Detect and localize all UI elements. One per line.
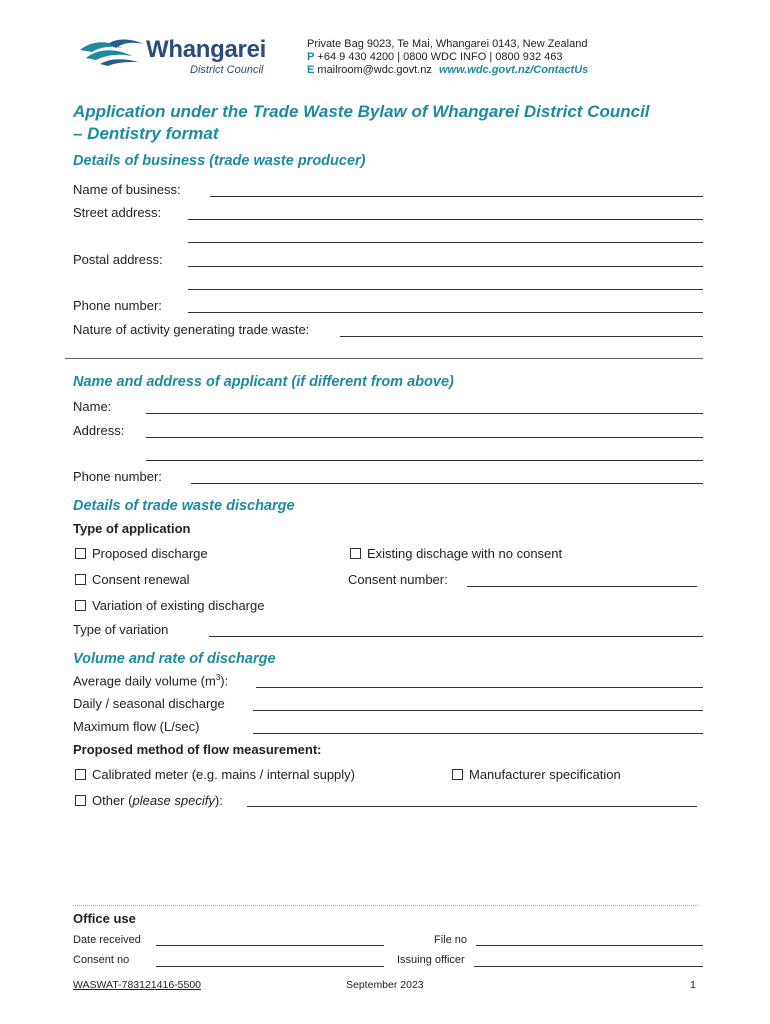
section-divider <box>65 358 703 359</box>
footer-date: September 2023 <box>346 979 424 991</box>
page-number: 1 <box>690 979 696 991</box>
consent-no-field[interactable] <box>156 966 384 967</box>
applicant-address-field-2[interactable] <box>146 460 703 461</box>
avg-label-end: ): <box>220 673 229 689</box>
consent-renewal-option[interactable] <box>75 572 190 587</box>
proposed-discharge-option[interactable] <box>75 546 208 561</box>
contact-website[interactable]: www.wdc.govt.nz/ContactUs <box>438 64 589 76</box>
business-phone-field[interactable] <box>188 312 703 313</box>
avg-daily-volume-label <box>73 673 228 688</box>
volume-heading: Volume and rate of discharge <box>73 651 276 667</box>
discharge-heading: Details of trade waste discharge <box>73 498 295 514</box>
existing-discharge-label: Existing dischage with no consent <box>367 546 563 561</box>
manufacturer-spec-option[interactable] <box>452 767 621 782</box>
logo-subtitle: District Council <box>190 64 264 76</box>
variation-option[interactable] <box>75 598 264 613</box>
date-received-field[interactable] <box>156 945 384 946</box>
checkbox[interactable] <box>75 548 86 559</box>
email-prefix: E <box>307 64 315 76</box>
variation-label: Variation of existing discharge <box>92 598 265 613</box>
avg-daily-volume-field[interactable] <box>256 687 703 688</box>
calibrated-meter-option[interactable] <box>75 767 355 782</box>
form-code[interactable]: WASWAT-783121416-5500 <box>73 979 202 991</box>
postal-address-label: Postal address: <box>73 252 163 267</box>
street-address-field[interactable] <box>188 219 703 220</box>
contact-phone-row <box>307 51 563 63</box>
other-label-em: please specify <box>132 793 215 808</box>
wave-logo-icon <box>78 36 150 70</box>
applicant-address-field[interactable] <box>146 437 703 438</box>
method-heading: Proposed method of flow measurement: <box>73 742 322 757</box>
checkbox[interactable] <box>452 769 463 780</box>
max-flow-field[interactable] <box>253 733 703 734</box>
applicant-address-label: Address: <box>73 423 125 438</box>
daily-seasonal-label: Daily / seasonal discharge <box>73 696 225 711</box>
existing-discharge-option[interactable] <box>350 546 562 561</box>
nature-activity-field[interactable] <box>340 336 703 337</box>
type-application-heading: Type of application <box>73 521 191 536</box>
other-specify-field[interactable] <box>247 806 697 807</box>
contact-email[interactable]: mailroom@wdc.govt.nz <box>317 64 432 76</box>
applicant-name-field[interactable] <box>146 413 703 414</box>
title-line-1: Application under the Trade Waste Bylaw of Whangarei District Council <box>73 102 650 121</box>
office-divider <box>73 905 698 906</box>
page-title <box>73 101 650 145</box>
checkbox[interactable] <box>350 548 361 559</box>
checkbox[interactable] <box>75 600 86 611</box>
contact-address: Private Bag 9023, Te Mai, Whangarei 0143, New Zealand <box>307 38 588 50</box>
issuing-officer-label: Issuing officer <box>397 954 465 966</box>
business-name-field[interactable] <box>210 196 703 197</box>
type-variation-label: Type of variation <box>73 622 169 637</box>
business-heading: Details of business (trade waste producer) <box>73 153 366 169</box>
calibrated-meter-label: Calibrated meter (e.g. mains / internal supply) <box>92 767 356 782</box>
applicant-phone-label: Phone number: <box>73 469 162 484</box>
date-received-label: Date received <box>73 934 141 946</box>
consent-number-field[interactable] <box>467 586 697 587</box>
max-flow-label: Maximum flow (L/sec) <box>73 719 200 734</box>
consent-no-label: Consent no <box>73 954 130 966</box>
postal-address-field[interactable] <box>188 266 703 267</box>
type-variation-field[interactable] <box>209 636 703 637</box>
other-label-pre: Other ( <box>92 793 133 808</box>
checkbox[interactable] <box>75 795 86 806</box>
office-use-heading: Office use <box>73 911 136 926</box>
applicant-phone-field[interactable] <box>191 483 703 484</box>
nature-activity-label: Nature of activity generating trade waste: <box>73 322 310 337</box>
phone-prefix: P <box>307 51 315 63</box>
checkbox[interactable] <box>75 769 86 780</box>
consent-number-label: Consent number: <box>348 572 448 587</box>
applicant-name-label: Name: <box>73 399 112 414</box>
avg-label-text: Average daily volume (m <box>73 673 216 689</box>
street-address-label: Street address: <box>73 205 162 220</box>
applicant-heading: Name and address of applicant (if different from above) <box>73 374 454 390</box>
proposed-discharge-label: Proposed discharge <box>92 546 208 561</box>
logo <box>78 34 278 78</box>
daily-seasonal-field[interactable] <box>253 710 703 711</box>
other-label-post: ): <box>214 793 223 808</box>
postal-address-field-2[interactable] <box>188 289 703 290</box>
logo-name: Whangarei <box>146 36 266 63</box>
contact-email-row <box>307 64 588 76</box>
business-phone-label: Phone number: <box>73 298 162 313</box>
consent-renewal-label: Consent renewal <box>92 572 190 587</box>
checkbox[interactable] <box>75 574 86 585</box>
contact-phone: +64 9 430 4200 | 0800 WDC INFO | 0800 932 463 <box>317 51 563 63</box>
file-no-label: File no <box>434 934 468 946</box>
other-option[interactable] <box>75 793 223 808</box>
business-name-label: Name of business: <box>73 182 181 197</box>
street-address-field-2[interactable] <box>188 242 703 243</box>
file-no-field[interactable] <box>476 945 703 946</box>
title-line-2: – Dentistry format <box>73 124 219 143</box>
avg-label-sup: 3 <box>215 673 221 682</box>
manufacturer-spec-label: Manufacturer specification <box>469 767 621 782</box>
issuing-officer-field[interactable] <box>474 966 703 967</box>
